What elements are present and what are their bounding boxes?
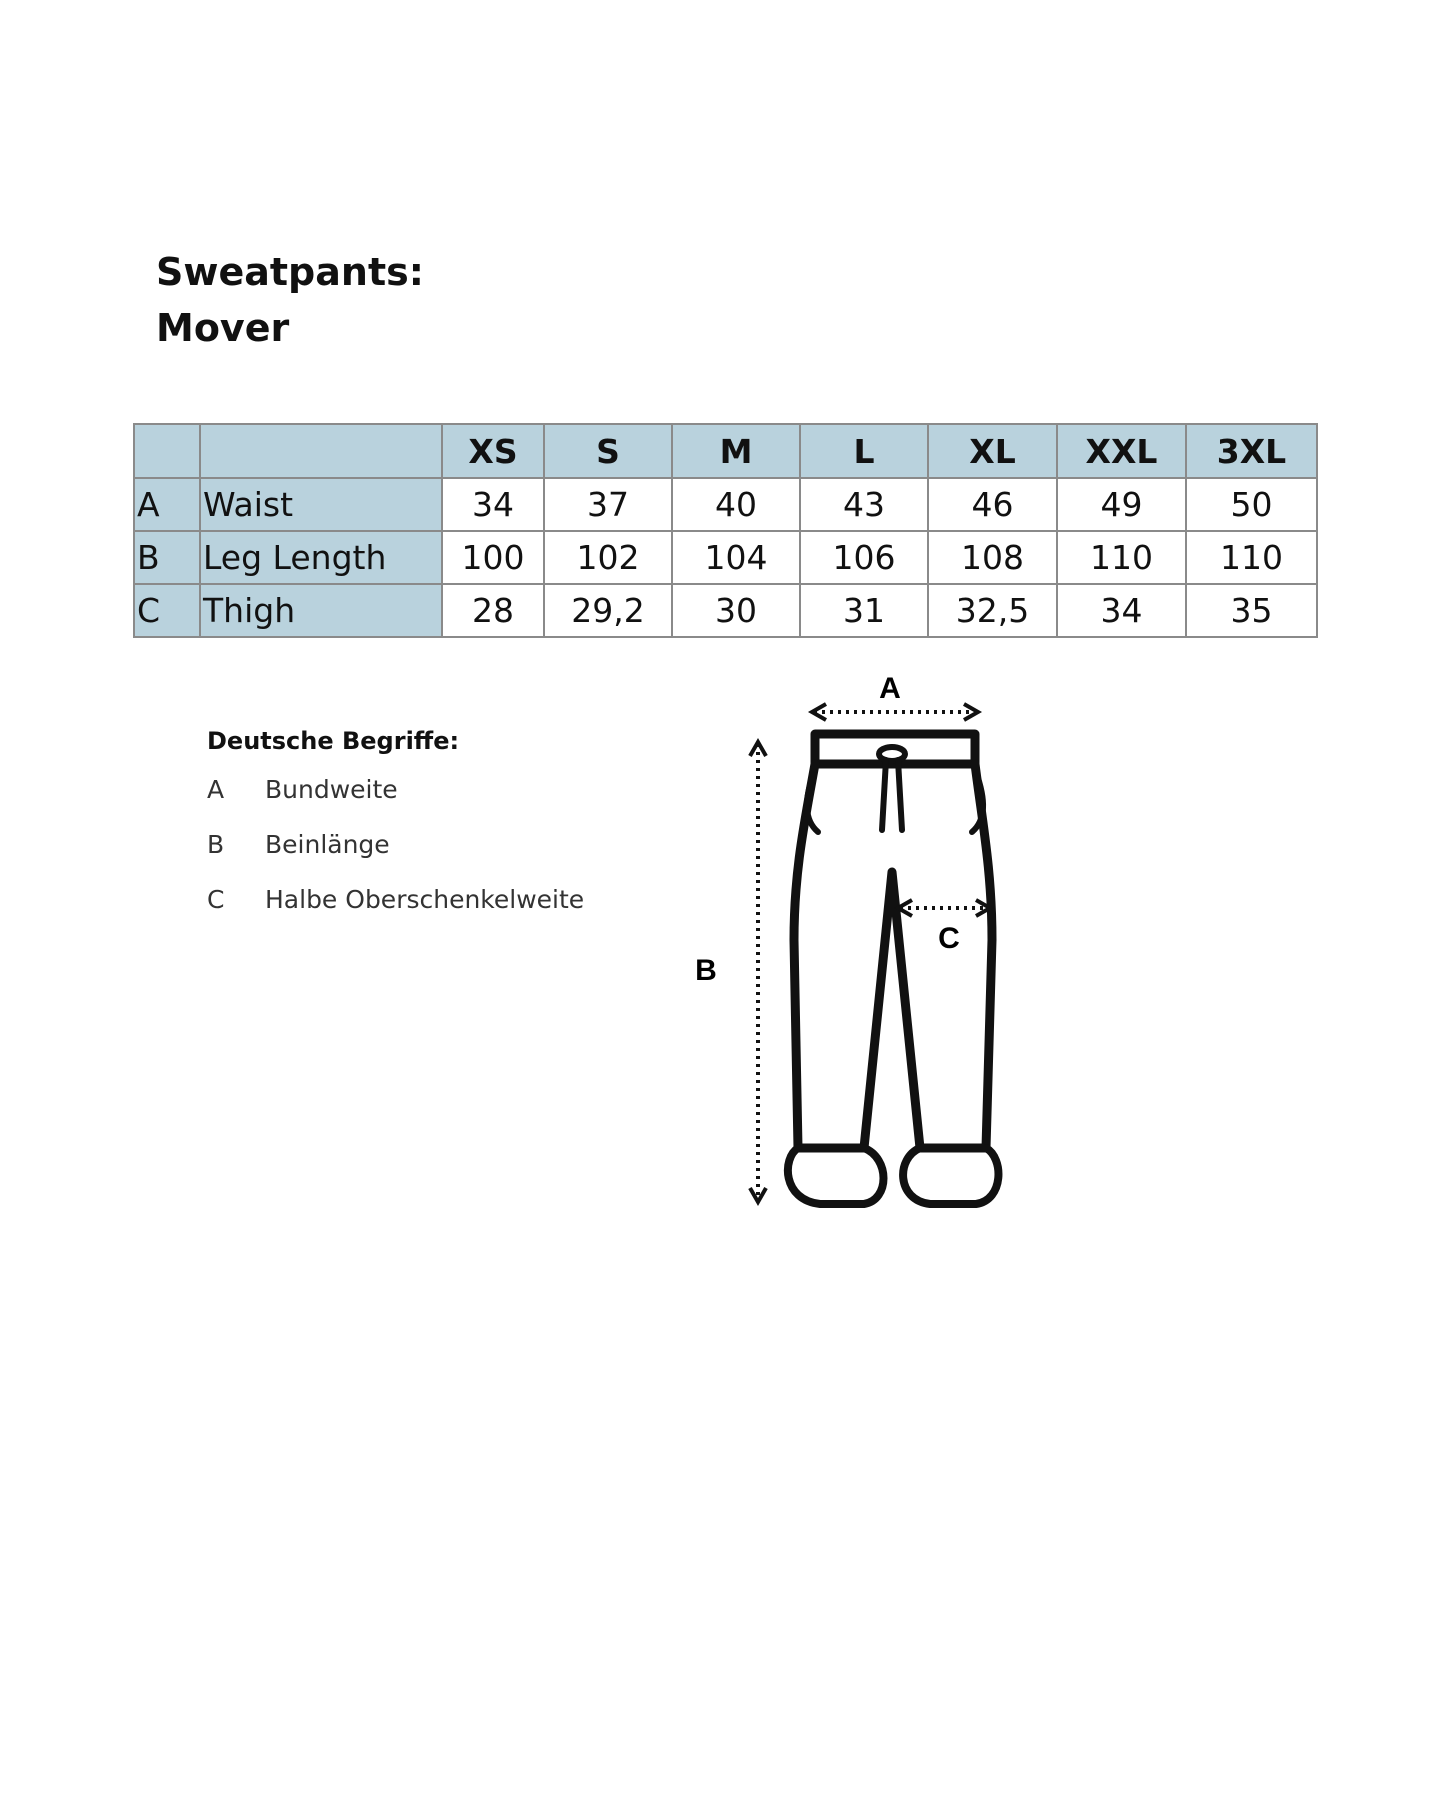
legend-item [207,885,584,940]
table-cell: 104 [672,531,800,584]
table-cell: 29,2 [544,584,672,637]
legend-term: Beinlänge [265,830,390,859]
row-label: Thigh [200,584,442,637]
size-header: 3XL [1186,424,1317,478]
size-header: L [800,424,928,478]
legend-term: Halbe Oberschenkelweite [265,885,585,914]
left-cuff [788,1148,884,1204]
table-cell: 31 [800,584,928,637]
table-cell: 46 [928,478,1057,531]
table-cell: 34 [1057,584,1186,637]
size-header: XL [928,424,1057,478]
table-cell: 43 [800,478,928,531]
table-cell: 32,5 [928,584,1057,637]
row-code: C [134,584,200,637]
legend-item [207,775,584,830]
pants-outline [788,734,999,1204]
row-label: Leg Length [200,531,442,584]
title-line-2: Mover [156,306,290,350]
right-cuff [903,1148,998,1204]
size-header: M [672,424,800,478]
table-cell: 35 [1186,584,1317,637]
table-row [134,531,1317,584]
german-terms-legend [207,727,584,940]
table-cell: 30 [672,584,800,637]
legend-code: C [207,885,225,914]
label-c: C [938,922,960,955]
size-table [133,423,1318,638]
table-cell: 34 [442,478,544,531]
page-title [156,244,424,356]
table-cell: 108 [928,531,1057,584]
legend-term: Bundweite [265,775,398,804]
header-blank-cell [134,424,200,478]
table-cell: 106 [800,531,928,584]
table-cell: 37 [544,478,672,531]
row-code: A [134,478,200,531]
sweatpants-measurement-diagram [680,660,1020,1220]
legend-title: Deutsche Begriffe: [207,727,460,755]
table-cell: 110 [1057,531,1186,584]
header-blank-cell [200,424,442,478]
size-header: XS [442,424,544,478]
legend-item [207,830,584,885]
leg-length-measure-arrow [750,742,766,1202]
table-cell: 100 [442,531,544,584]
waist-measure-arrow [812,704,978,720]
table-cell: 110 [1186,531,1317,584]
legend-code: A [207,775,225,804]
thigh-measure-arrow [898,900,990,916]
size-header: S [544,424,672,478]
row-label: Waist [200,478,442,531]
table-cell: 49 [1057,478,1186,531]
table-cell: 102 [544,531,672,584]
label-a: A [879,672,901,705]
row-code: B [134,531,200,584]
label-b: B [695,954,717,987]
table-row [134,478,1317,531]
table-header-row [134,424,1317,478]
legend-code: B [207,830,225,859]
title-line-1: Sweatpants: [156,250,424,294]
drawstring [879,747,905,830]
legs-shape [794,764,992,1148]
table-cell: 50 [1186,478,1317,531]
table-row [134,584,1317,637]
size-header: XXL [1057,424,1186,478]
table-cell: 40 [672,478,800,531]
table-cell: 28 [442,584,544,637]
